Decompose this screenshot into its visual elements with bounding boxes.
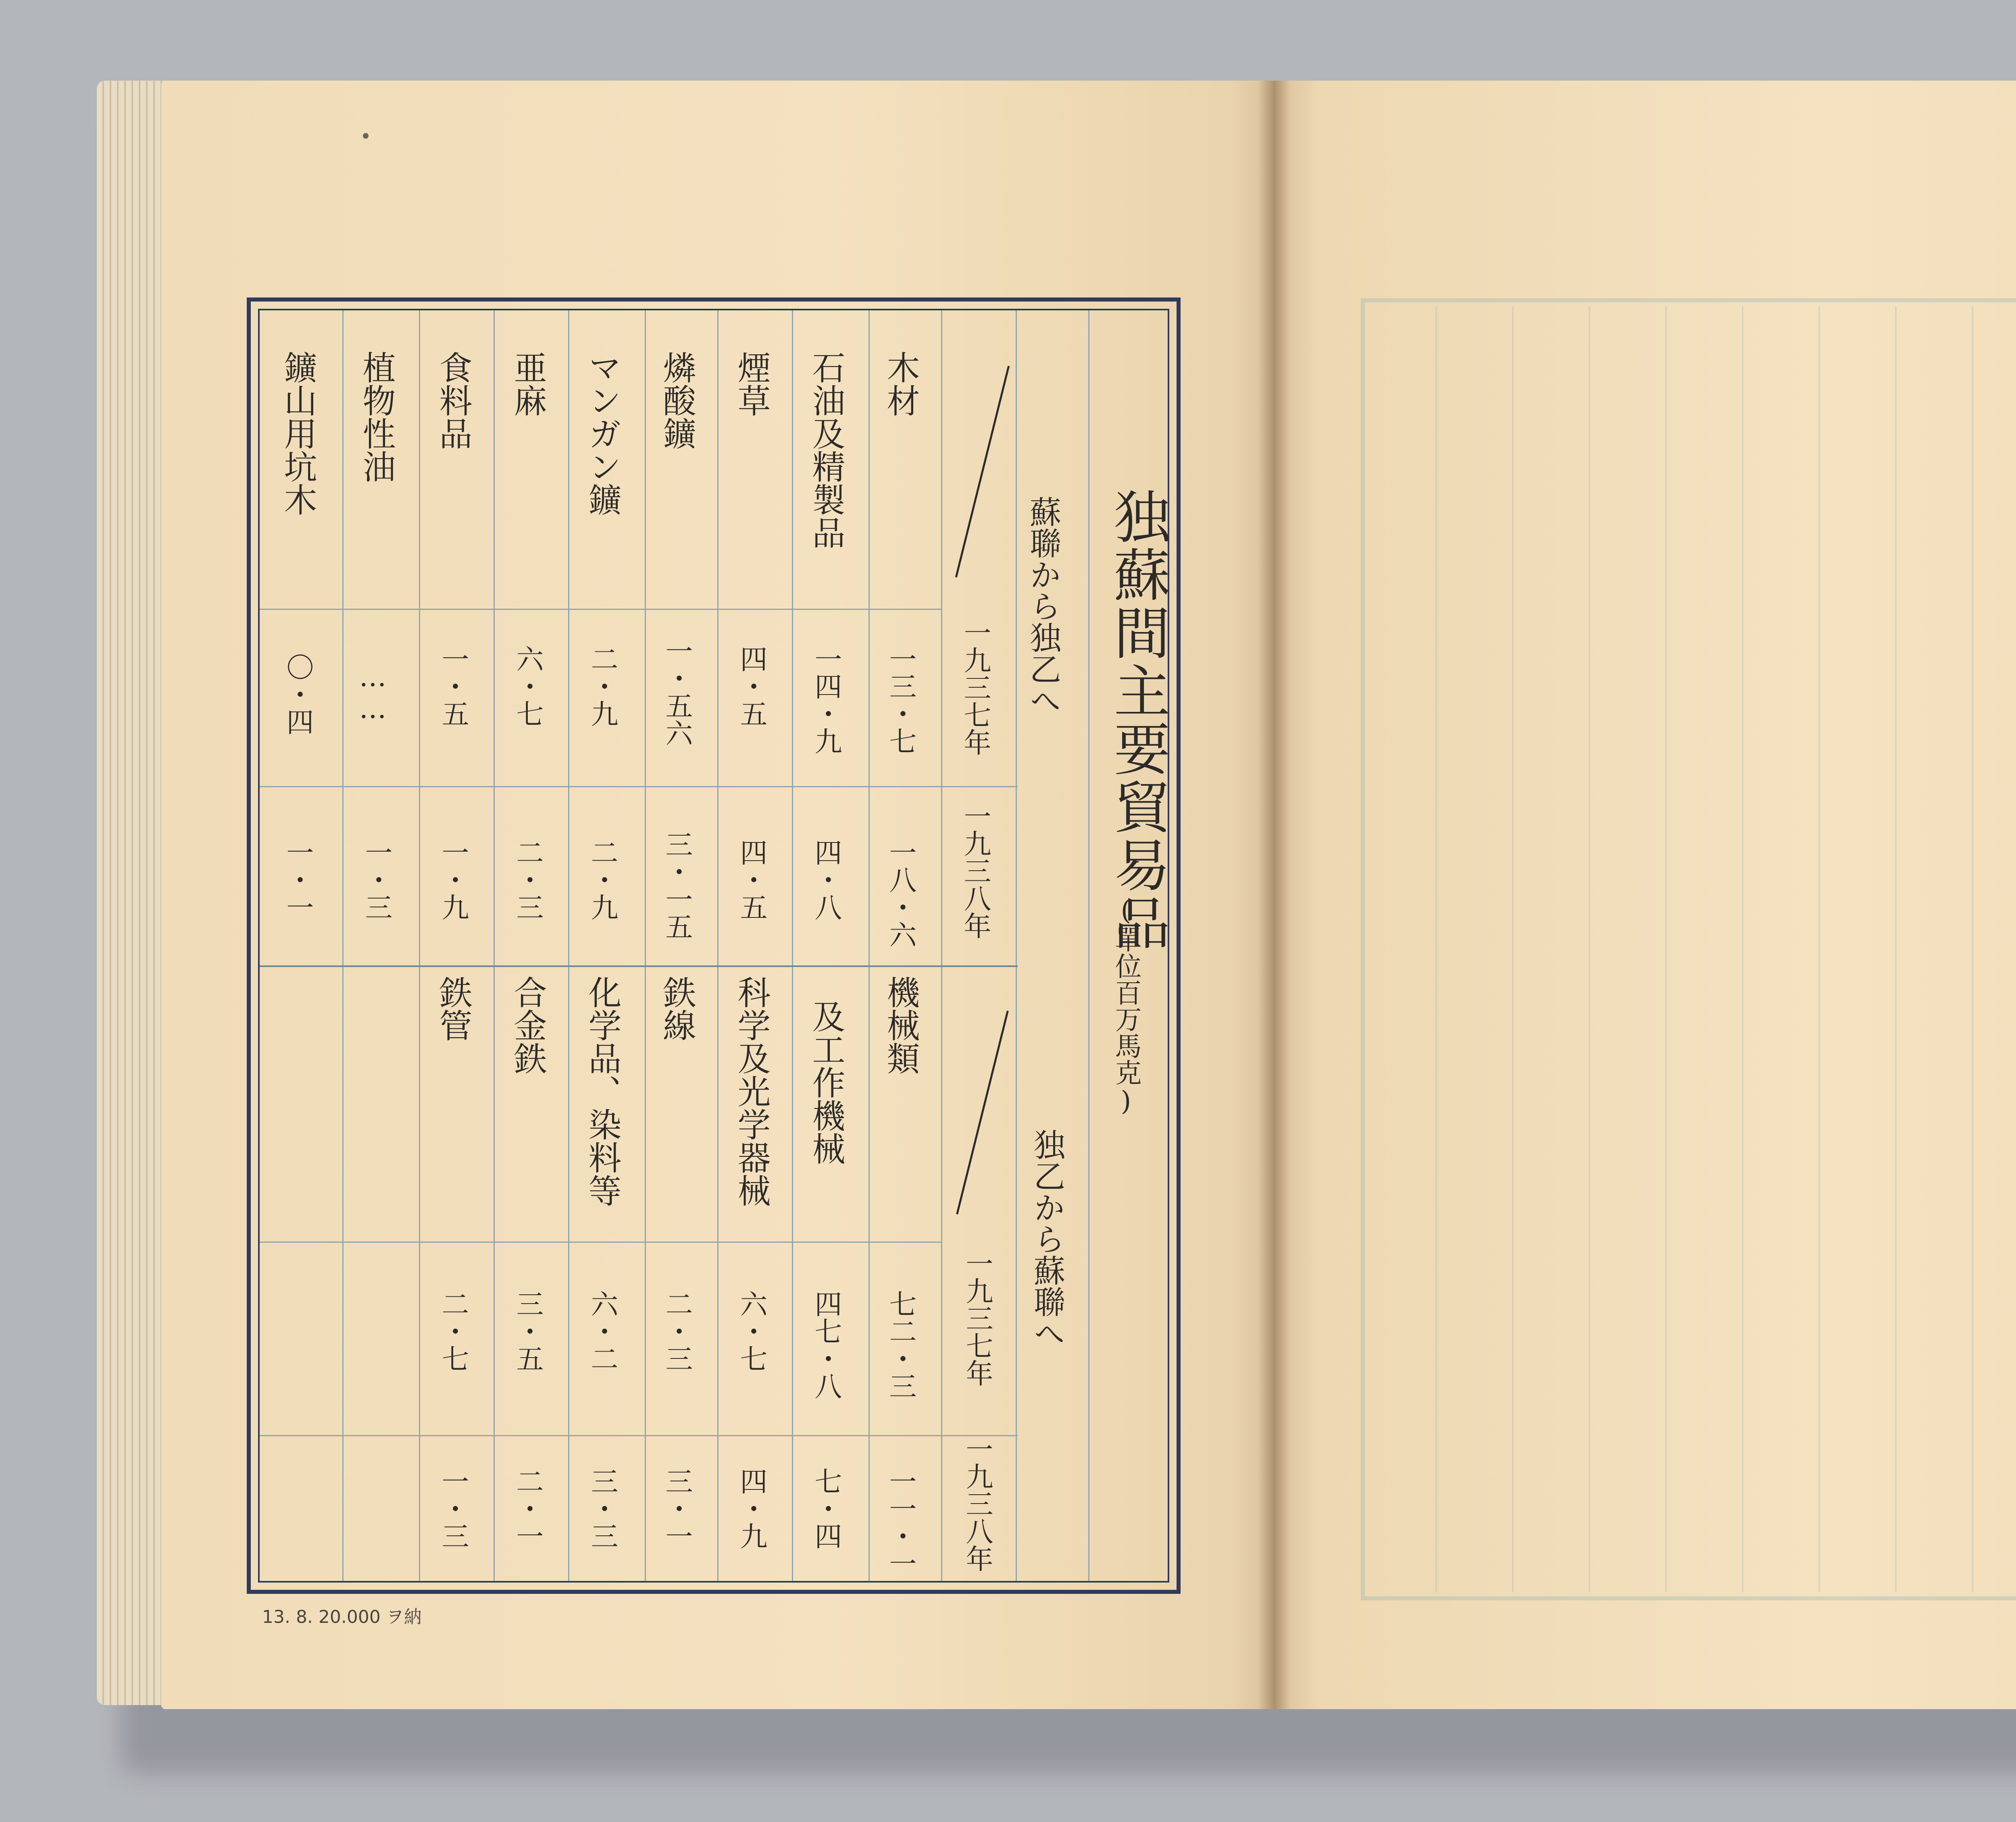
bleed-line xyxy=(1742,306,1743,1592)
item-name: 亜麻 xyxy=(508,351,547,417)
section-heading-germany-to-ussr: 独乙から蘇聯へ xyxy=(1029,1129,1065,1349)
left-page-edges xyxy=(97,81,169,1705)
column-line xyxy=(792,310,793,1581)
bleed-line xyxy=(1818,306,1820,1592)
bleed-line xyxy=(1972,306,1973,1592)
item-name: 鉄管 xyxy=(434,975,472,1042)
value-1937: 一三・七 xyxy=(885,645,916,755)
bleed-line xyxy=(1589,306,1590,1592)
value-1937: 二・三 xyxy=(661,1290,693,1372)
value-1937: …… xyxy=(357,661,389,725)
value-1937: 二・九 xyxy=(586,645,618,727)
value-1938: 一八・六 xyxy=(885,838,916,948)
value-1938: 一・三 xyxy=(360,838,392,921)
book-gutter xyxy=(1258,81,1290,1709)
ink-dot xyxy=(363,133,369,139)
column-line xyxy=(494,310,495,1581)
value-1937: 四七・八 xyxy=(810,1290,842,1400)
item-name: 食料品 xyxy=(434,351,472,450)
column-line xyxy=(941,310,942,1581)
value-1937: 六・二 xyxy=(586,1290,618,1372)
column-line xyxy=(645,310,646,1581)
item-name: マンガン鑛 xyxy=(583,351,621,516)
item-name: 鑛山用坑木 xyxy=(279,351,317,516)
value-1937: 六・七 xyxy=(512,645,544,727)
right-page-bleed-frame xyxy=(1361,298,2016,1600)
value-1938: 三・一 xyxy=(661,1467,693,1550)
bleed-line xyxy=(1512,306,1514,1592)
item-name: 科学及光学器械 xyxy=(732,975,771,1207)
page-title: 独蘇間主要貿易品 xyxy=(1104,488,1170,952)
column-line xyxy=(568,310,569,1581)
column-line xyxy=(1016,310,1017,1581)
bleed-line xyxy=(1665,306,1667,1592)
value-1938: 二・九 xyxy=(586,838,618,921)
value-1937: 四・五 xyxy=(735,645,767,727)
item-name: 化学品、染料等 xyxy=(583,975,621,1207)
item-name: 合金鉄 xyxy=(508,975,547,1075)
bleed-line xyxy=(1435,306,1437,1592)
item-name: 木材 xyxy=(881,351,920,417)
column-line xyxy=(717,310,719,1581)
value-1938: 七・四 xyxy=(810,1467,842,1550)
value-1938: 四・九 xyxy=(735,1467,767,1550)
value-1937: 一四・九 xyxy=(810,645,842,755)
column-line xyxy=(342,310,344,1581)
table-frame xyxy=(247,297,1181,1594)
column-line xyxy=(868,310,870,1581)
item-name: 植物性油 xyxy=(357,351,396,483)
item-name: 機械類 xyxy=(881,975,920,1075)
row-line xyxy=(260,1435,1018,1436)
column-line xyxy=(1088,310,1089,1581)
value-1938: 一一・一 xyxy=(885,1467,916,1577)
section-divider xyxy=(260,965,1018,967)
value-1938: 一・九 xyxy=(437,838,469,921)
year-header: 一九三七年 xyxy=(959,619,991,756)
header-diagonal xyxy=(956,1011,1009,1215)
section-heading-ussr-to-germany: 蘇聯から独乙へ xyxy=(1025,496,1061,716)
item-name: 石油及精製品 xyxy=(807,351,845,549)
value-1937: 一・五 xyxy=(437,645,469,727)
value-1937: 二・七 xyxy=(437,1290,469,1372)
value-1938: 四・五 xyxy=(735,838,767,921)
item-name: 燐酸鑛 xyxy=(658,351,696,450)
row-line xyxy=(260,609,941,610)
value-1938: 三・一五 xyxy=(661,830,693,940)
row-line xyxy=(260,1242,941,1243)
value-1937: 七二・三 xyxy=(885,1290,916,1400)
print-mark: 13. 8. 20.000 ヲ納 xyxy=(262,1607,422,1627)
item-name: 鉄線 xyxy=(658,975,696,1042)
item-name: 及工作機械 xyxy=(807,1000,845,1165)
value-1938: 三・三 xyxy=(586,1467,618,1550)
year-header: 一九三七年 xyxy=(961,1250,993,1387)
value-1938: 一・三 xyxy=(437,1467,469,1550)
value-1937: 六・七 xyxy=(735,1290,767,1372)
value-1937: 三・五 xyxy=(512,1290,544,1372)
year-header: 一九三八年 xyxy=(961,1435,993,1572)
unit-label: (單位百万馬克) xyxy=(1110,895,1141,1117)
bleed-line xyxy=(1895,306,1897,1592)
column-line xyxy=(419,310,420,1581)
year-header: 一九三八年 xyxy=(959,802,991,939)
value-1937: 一・五六 xyxy=(661,637,693,747)
value-1938: 二・一 xyxy=(512,1467,544,1550)
value-1938: 一・一 xyxy=(282,838,314,921)
header-diagonal xyxy=(955,366,1010,577)
item-name: 煙草 xyxy=(732,351,771,417)
value-1938: 四・八 xyxy=(810,838,842,921)
value-1938: 二・三 xyxy=(512,838,544,921)
value-1937: 〇・四 xyxy=(282,653,314,735)
row-line xyxy=(260,786,1018,787)
